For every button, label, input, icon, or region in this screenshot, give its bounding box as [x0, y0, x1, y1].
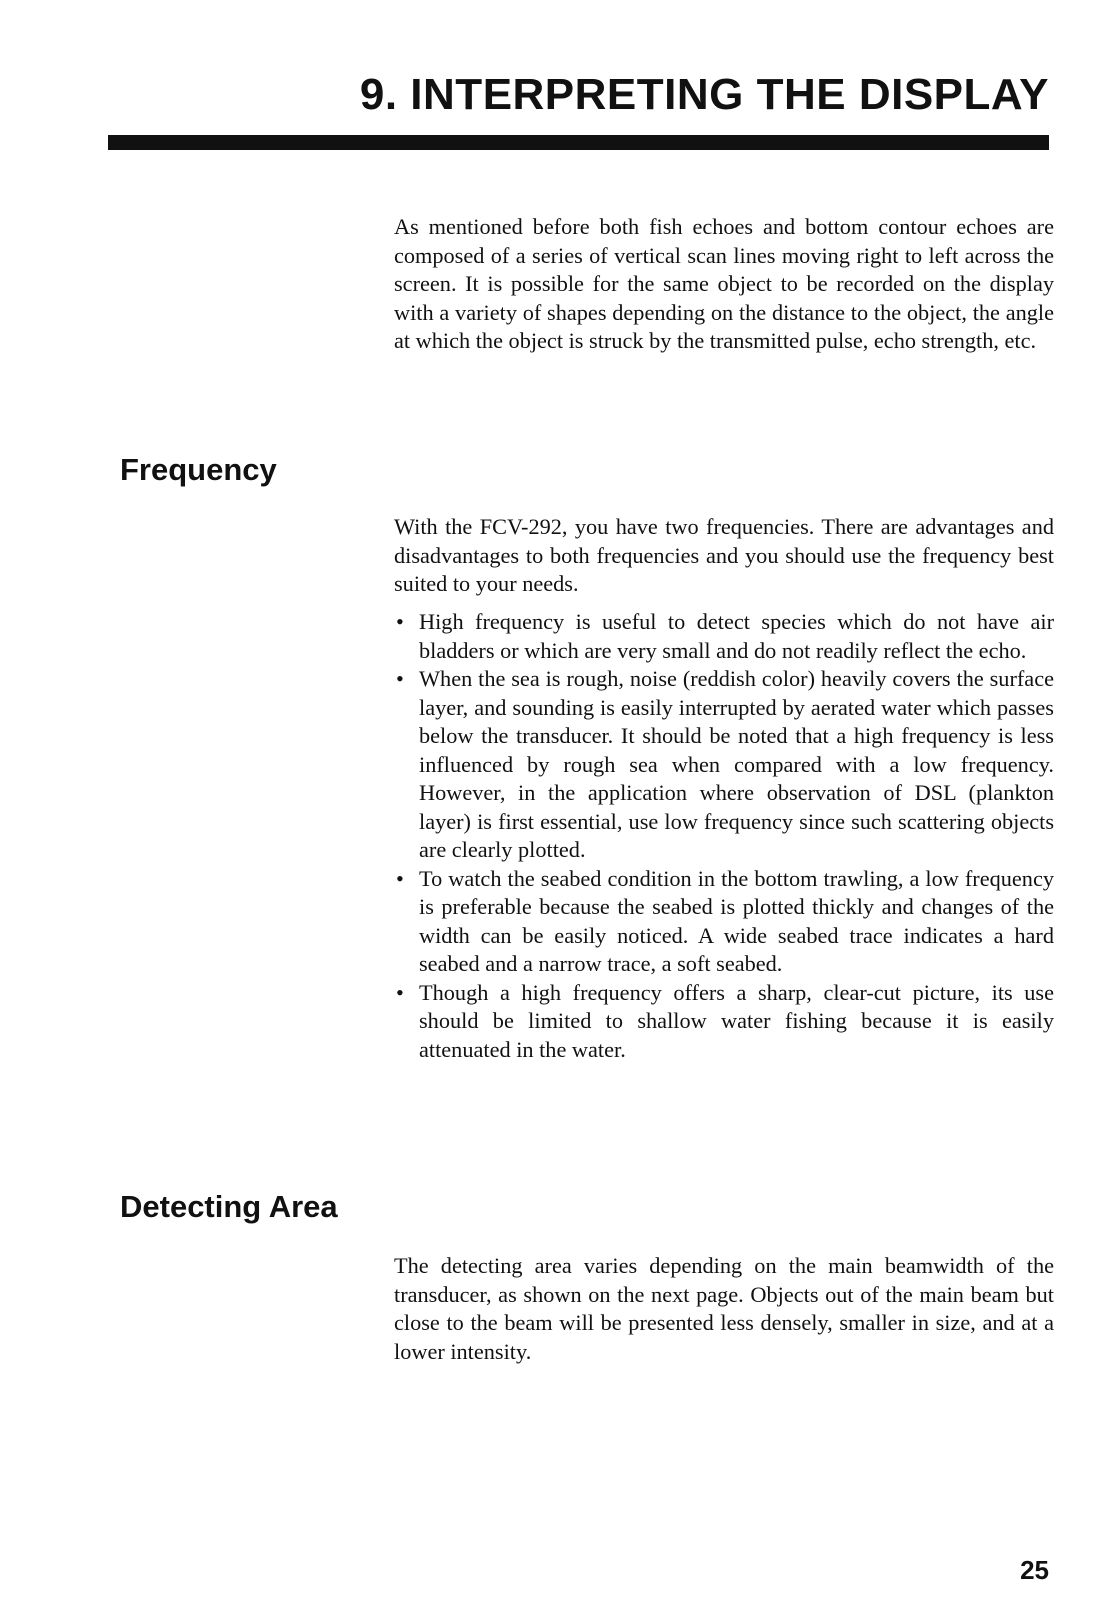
detecting-area-heading: Detecting Area — [120, 1189, 338, 1224]
bullet-icon: • — [396, 865, 404, 891]
bullet-text: High frequency is useful to detect species which do not have air bladders or which are very small and do not readily reflect the echo. — [419, 609, 1054, 663]
bullet-text: When the sea is rough, noise (reddish color) heavily covers the surface layer, and sounding is easily interrupted by aerated water which passes below the transducer. It should be noted that a high frequency is less influenced by rough sea when compared with a low frequency. However, in the application where observation of DSL (plankton layer) is first essential, use low frequency since such scattering objects are clearly plotted. — [419, 666, 1054, 862]
list-item — [394, 979, 1054, 1065]
frequency-intro-paragraph: With the FCV-292, you have two frequencies. There are advantages and disadvantages to both frequencies and you should use the frequency best suited to your needs. — [394, 514, 1054, 596]
bullet-text: Though a high frequency offers a sharp, clear-cut picture, its use should be limited to shallow water fishing because it is easily attenuated in the water. — [419, 979, 1054, 1062]
bullet-icon: • — [396, 979, 404, 1005]
page-number: 25 — [1020, 1555, 1049, 1585]
intro-paragraph: As mentioned before both fish echoes and bottom contour echoes are composed of a series of vertical scan lines moving right to left across the screen. It is possible for the same object to be recorded on the display with a variety of shapes depending on the distance to the object, the angle at which the object is struck by the transmitted pulse, echo strength, etc. — [394, 214, 1054, 353]
bullet-text: To watch the seabed condition in the bottom trawling, a low frequency is preferable because the seabed is plotted thickly and changes of the width can be easily noticed. A wide seabed trace indicates a hard seabed and a narrow trace, a soft seabed. — [419, 865, 1054, 976]
list-item — [394, 865, 1054, 979]
title-rule — [108, 135, 1049, 150]
frequency-heading: Frequency — [120, 452, 277, 487]
chapter-title: 9. INTERPRETING THE DISPLAY — [359, 70, 1049, 119]
list-item — [394, 665, 1054, 865]
bullet-icon: • — [396, 666, 404, 691]
detecting-area-paragraph: The detecting area varies depending on the main beamwidth of the transducer, as shown on the next page. Objects out of the main beam but close to the beam will be presented less densely, smaller in size, and at a lower intensity. — [394, 1253, 1054, 1364]
list-item — [394, 608, 1054, 665]
bullet-icon: • — [396, 609, 404, 634]
frequency-bullet-list — [394, 608, 1054, 1064]
